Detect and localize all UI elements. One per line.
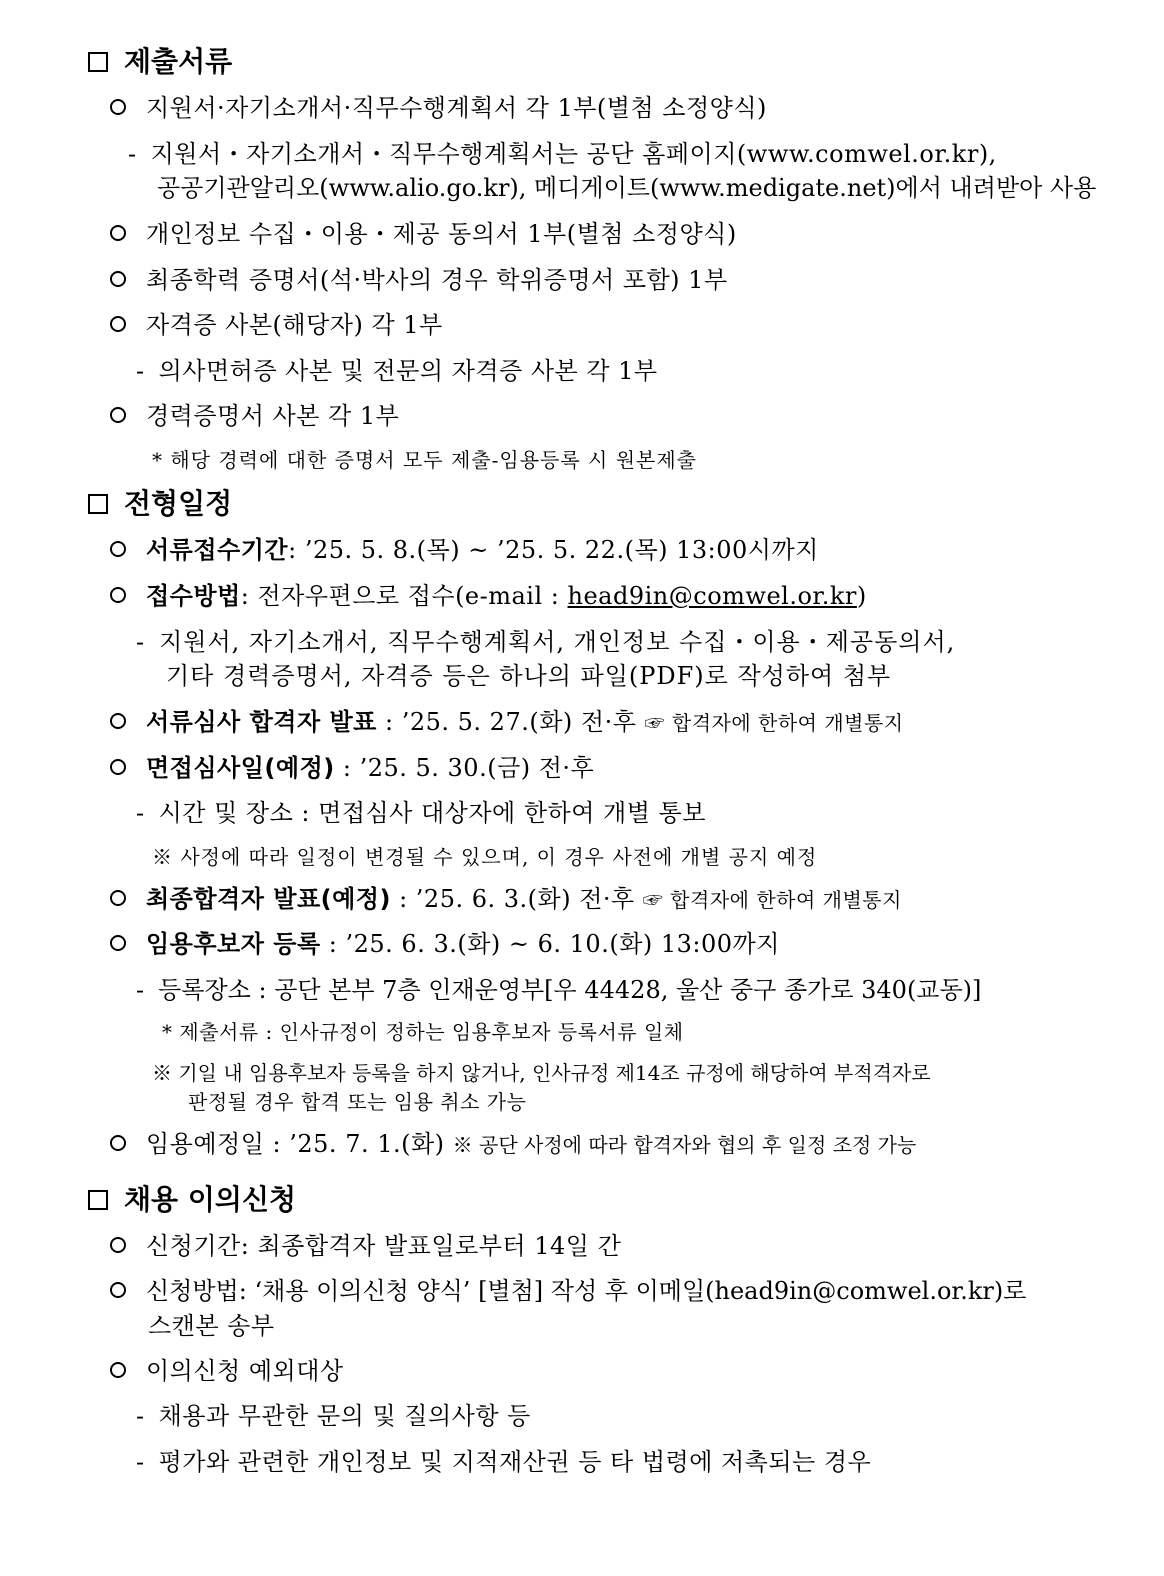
bullet-appeal-exceptions: 이의신청 예외대상 (110, 1359, 344, 1383)
sub-appeal-exception-1: - 채용과 무관한 문의 및 질의사항 등 (136, 1402, 531, 1430)
checkbox-square-icon (88, 52, 108, 72)
circle-bullet-icon (110, 225, 126, 241)
checkbox-square-icon (88, 494, 108, 514)
note-registration-docs: * 제출서류 : 인사규정이 정하는 임용후보자 등록서류 일체 (162, 1020, 684, 1044)
bullet-final-result: 최종합격자 발표(예정) : ’25. 6. 3.(화) 전·후 ☞ 합격자에 한하여 개별통지 (110, 887, 902, 911)
note-interview-change: ※ 사정에 따라 일정이 변경될 수 있으며, 이 경우 사전에 개별 공지 예정 (152, 845, 818, 869)
bullet-education-cert: 최종학력 증명서(석·박사의 경우 학위증명서 포함) 1부 (110, 268, 728, 292)
sub-registration-place: - 등록장소 : 공단 본부 7층 인재운영부[우 44428, 울산 중구 종가로 340(교동)] (136, 976, 982, 1004)
circle-bullet-icon (110, 713, 126, 729)
bullet-appointment-date: 임용예정일 : ’25. 7. 1.(화) ※ 공단 사정에 따라 합격자와 협의 후 일정 조정 가능 (110, 1132, 916, 1156)
bullet-appeal-method: 신청방법: ‘채용 이의신청 양식’ [별첨] 작성 후 이메일(head9in@comwel.or.kr)로 (110, 1279, 1026, 1303)
circle-bullet-icon (110, 890, 126, 906)
circle-bullet-icon (110, 316, 126, 332)
section-title-docs: 제출서류 (88, 48, 232, 76)
circle-bullet-icon (110, 1362, 126, 1378)
sub-application-forms-line2: 공공기관알리오(www.alio.go.kr), 메디게이트(www.medigate.net)에서 내려받아 사용 (157, 174, 1097, 202)
bullet-doc-review-result: 서류심사 합격자 발표 : ’25. 5. 27.(화) 전·후 ☞ 합격자에 한하여 개별통지 (110, 710, 904, 734)
sub-license-copy: - 의사면허증 사본 및 전문의 자격증 사본 각 1부 (136, 357, 658, 385)
bullet-application-period: 서류접수기간: ’25. 5. 8.(목) ~ ’25. 5. 22.(목) 13:00시까지 (110, 538, 819, 562)
email-link[interactable]: head9in@comwel.or.kr (567, 582, 857, 610)
bullet-appeal-period: 신청기간: 최종합격자 발표일로부터 14일 간 (110, 1234, 621, 1258)
bullet-privacy-consent: 개인정보 수집・이용・제공 동의서 1부(별첨 소정양식) (110, 222, 737, 246)
circle-bullet-icon (110, 99, 126, 115)
circle-bullet-icon (110, 407, 126, 423)
sub-application-forms: - 지원서・자기소개서・직무수행계획서는 공단 홈페이지(www.comwel.or.kr), (128, 140, 997, 168)
circle-bullet-icon (110, 587, 126, 603)
bullet-interview-date: 면접심사일(예정) : ’25. 5. 30.(금) 전·후 (110, 756, 594, 780)
bullet-application-method: 접수방법: 전자우편으로 접수(e-mail : head9in@comwel.or.kr) (110, 584, 867, 608)
circle-bullet-icon (110, 1237, 126, 1253)
section-title-schedule: 전형일정 (88, 490, 232, 518)
bullet-license-copy: 자격증 사본(해당자) 각 1부 (110, 313, 443, 337)
note-registration-cancel: ※ 기일 내 임용후보자 등록을 하지 않거나, 인사규정 제14조 규정에 해당하여 부적격자로 (152, 1061, 931, 1085)
sub-application-method: - 지원서, 자기소개서, 직무수행계획서, 개인정보 수집・이용・제공동의서, (136, 628, 956, 656)
note-registration-cancel-line2: 판정될 경우 합격 또는 임용 취소 가능 (188, 1090, 527, 1114)
bullet-application-forms: 지원서·자기소개서·직무수행계획서 각 1부(별첨 소정양식) (110, 96, 767, 120)
circle-bullet-icon (110, 1135, 126, 1151)
section-title-appeal: 채용 이의신청 (88, 1186, 296, 1214)
circle-bullet-icon (110, 935, 126, 951)
circle-bullet-icon (110, 541, 126, 557)
sub-interview-place: - 시간 및 장소 : 면접심사 대상자에 한하여 개별 통보 (136, 799, 706, 827)
bullet-candidate-registration: 임용후보자 등록 : ’25. 6. 3.(화) ~ 6. 10.(화) 13:00까지 (110, 932, 780, 956)
circle-bullet-icon (110, 271, 126, 287)
circle-bullet-icon (110, 1282, 126, 1298)
sub-application-method-line2: 기타 경력증명서, 자격증 등은 하나의 파일(PDF)로 작성하여 첨부 (166, 662, 892, 690)
checkbox-square-icon (88, 1190, 108, 1210)
circle-bullet-icon (110, 759, 126, 775)
sub-appeal-exception-2: - 평가와 관련한 개인정보 및 지적재산권 등 타 법령에 저촉되는 경우 (136, 1448, 872, 1476)
note-career-cert: * 해당 경력에 대한 증명서 모두 제출-임용등록 시 원본제출 (152, 448, 697, 472)
bullet-appeal-method-line2: 스캔본 송부 (148, 1312, 275, 1340)
bullet-career-cert: 경력증명서 사본 각 1부 (110, 404, 399, 428)
